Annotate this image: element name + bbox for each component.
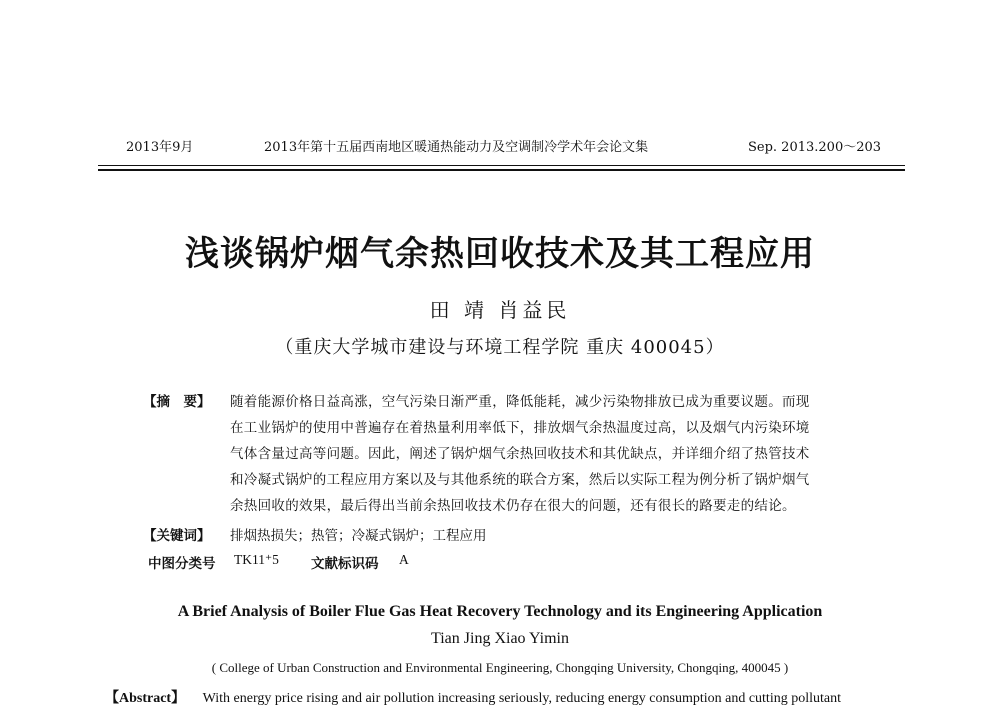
english-authors: Tian Jing Xiao Yimin [431, 630, 569, 647]
doc-code-label: 文献标识码 [311, 556, 379, 572]
abstract-line: 气体含量过高等问题。因此，阐述了锅炉烟气余热回收技术和其优缺点，并详细介绍了热管技术 [230, 446, 810, 462]
abstract-line: 和冷凝式锅炉的工程应用方案以及与其他系统的联合方案，然后以实际工程为例分析了锅炉烟气 [230, 472, 810, 488]
abstract-line: 随着能源价格日益高涨，空气污染日渐严重，降低能耗，减少污染物排放已成为重要议题。而现 [230, 394, 810, 410]
english-abstract [105, 687, 841, 707]
keywords-label: 【关键词】 [143, 528, 211, 544]
doc-code-value: A [399, 552, 409, 567]
header-pages: Sep. 2013.200～203 [748, 140, 882, 155]
keywords-value: 排烟热损失；热管；冷凝式锅炉；工程应用 [230, 528, 487, 544]
english-title: A Brief Analysis of Boiler Flue Gas Heat Recovery Technology and its Engineering Application [177, 603, 823, 620]
abstract-line: 在工业锅炉的使用中普遍存在着热量利用率低下，排放烟气余热温度过高，以及烟气内污染环境 [230, 420, 810, 436]
classification-value: TK11⁺5 [234, 552, 279, 567]
english-abstract-text: With energy price rising and air pollution increasing seriously, reducing energy consumption and cutting pollutant [202, 691, 841, 706]
paper-authors: 田 靖 肖益民 [429, 298, 571, 322]
header-proceedings: 2013年第十五届西南地区暖通热能动力及空调制冷学术年会论文集 [264, 140, 649, 155]
header-rule-thin [98, 165, 905, 166]
header-date: 2013年9月 [126, 140, 194, 155]
paper-title: 浅谈锅炉烟气余热回收技术及其工程应用 [185, 234, 815, 274]
english-affiliation: ( College of Urban Construction and Environmental Engineering, Chongqing University, Chongqing, 400045 ) [211, 660, 789, 675]
header-rule-thick [98, 169, 905, 171]
classification-label: 中图分类号 [148, 556, 216, 572]
abstract-line: 余热回收的效果，最后得出当前余热回收技术仍存在很大的问题，还有很长的路要走的结论。 [230, 498, 796, 514]
paper-affiliation: （重庆大学城市建设与环境工程学院 重庆 400045） [275, 337, 725, 358]
english-abstract-label: 【Abstract】 [105, 691, 186, 706]
abstract-label: 【摘 要】 [143, 394, 211, 410]
